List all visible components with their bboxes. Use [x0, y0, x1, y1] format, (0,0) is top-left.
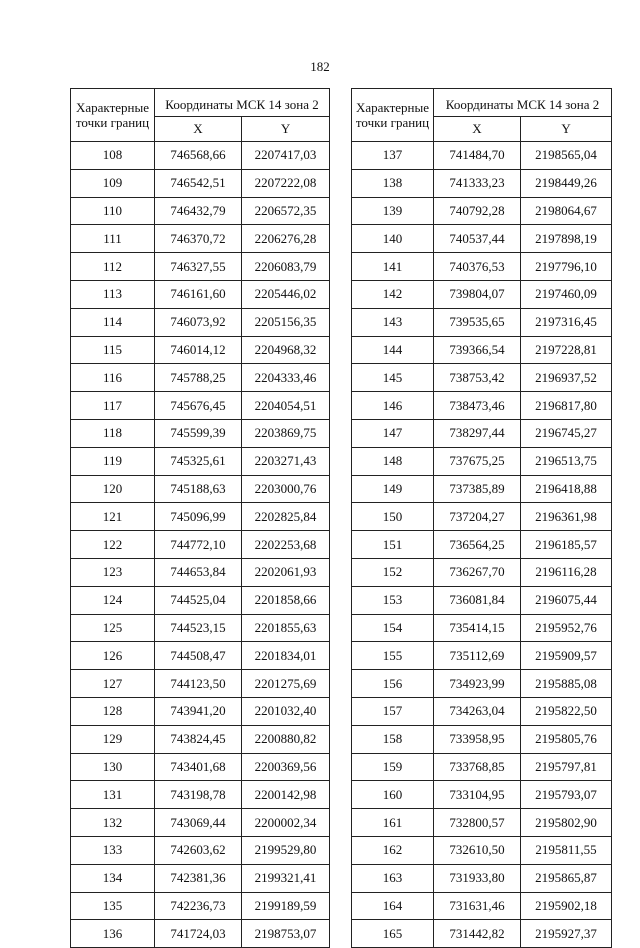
x-coordinate-cell: 733958,95	[434, 725, 521, 753]
point-number-cell: 157	[352, 697, 434, 725]
table-row	[352, 392, 612, 420]
y-coordinate-cell: 2202253,68	[242, 531, 330, 559]
table-row	[71, 336, 330, 364]
y-coordinate-cell: 2198449,26	[521, 169, 612, 197]
y-coordinate-cell: 2197228,81	[521, 336, 612, 364]
y-coordinate-cell: 2196075,44	[521, 586, 612, 614]
point-number-cell: 144	[352, 336, 434, 364]
page-number: 182	[310, 59, 330, 74]
y-coordinate-cell: 2197460,09	[521, 280, 612, 308]
x-coordinate-cell: 731933,80	[434, 864, 521, 892]
points-header: Характерные точки границ	[352, 89, 434, 142]
y-coordinate-cell: 2204333,46	[242, 364, 330, 392]
table-row	[352, 809, 612, 837]
x-coordinate-cell: 742603,62	[155, 836, 242, 864]
y-coordinate-cell: 2204968,32	[242, 336, 330, 364]
x-coordinate-cell: 746327,55	[155, 253, 242, 281]
point-number-cell: 161	[352, 809, 434, 837]
x-coordinate-cell: 744523,15	[155, 614, 242, 642]
x-coordinate-cell: 745599,39	[155, 419, 242, 447]
y-coordinate-cell: 2198064,67	[521, 197, 612, 225]
y-coordinate-cell: 2196817,80	[521, 392, 612, 420]
y-coordinate-cell: 2196116,28	[521, 558, 612, 586]
x-coordinate-cell: 731442,82	[434, 920, 521, 948]
x-coordinate-cell: 735112,69	[434, 642, 521, 670]
point-number-cell: 149	[352, 475, 434, 503]
x-coordinate-cell: 744123,50	[155, 670, 242, 698]
point-number-cell: 119	[71, 447, 155, 475]
table-row	[71, 142, 330, 170]
x-coordinate-cell: 746161,60	[155, 280, 242, 308]
table-row	[71, 753, 330, 781]
x-coordinate-cell: 738297,44	[434, 419, 521, 447]
y-coordinate-cell: 2195797,81	[521, 753, 612, 781]
table-row	[352, 670, 612, 698]
point-number-cell: 127	[71, 670, 155, 698]
y-coordinate-cell: 2196185,57	[521, 531, 612, 559]
x-header: X	[434, 117, 521, 142]
coords-header: Координаты МСК 14 зона 2	[155, 89, 330, 117]
point-number-cell: 143	[352, 308, 434, 336]
x-coordinate-cell: 745096,99	[155, 503, 242, 531]
point-number-cell: 165	[352, 920, 434, 948]
point-number-cell: 150	[352, 503, 434, 531]
table-row	[71, 558, 330, 586]
table-row	[71, 725, 330, 753]
y-coordinate-cell: 2199189,59	[242, 892, 330, 920]
point-number-cell: 108	[71, 142, 155, 170]
x-coordinate-cell: 741484,70	[434, 142, 521, 170]
table-row	[71, 503, 330, 531]
table-row	[71, 614, 330, 642]
y-coordinate-cell: 2203000,76	[242, 475, 330, 503]
point-number-cell: 156	[352, 670, 434, 698]
point-number-cell: 133	[71, 836, 155, 864]
point-number-cell: 122	[71, 531, 155, 559]
point-number-cell: 115	[71, 336, 155, 364]
table-row	[352, 280, 612, 308]
table-row	[352, 225, 612, 253]
x-coordinate-cell: 745325,61	[155, 447, 242, 475]
y-coordinate-cell: 2196745,27	[521, 419, 612, 447]
coordinates-table-left	[70, 88, 330, 948]
table-row	[352, 836, 612, 864]
point-number-cell: 164	[352, 892, 434, 920]
x-coordinate-cell: 733104,95	[434, 781, 521, 809]
x-coordinate-cell: 741333,23	[434, 169, 521, 197]
y-coordinate-cell: 2196361,98	[521, 503, 612, 531]
x-coordinate-cell: 734923,99	[434, 670, 521, 698]
x-coordinate-cell: 744508,47	[155, 642, 242, 670]
table-row	[71, 475, 330, 503]
x-coordinate-cell: 739804,07	[434, 280, 521, 308]
point-number-cell: 129	[71, 725, 155, 753]
x-coordinate-cell: 745788,25	[155, 364, 242, 392]
x-coordinate-cell: 742381,36	[155, 864, 242, 892]
point-number-cell: 136	[71, 920, 155, 948]
point-number-cell: 163	[352, 864, 434, 892]
table-row	[352, 614, 612, 642]
table-row	[352, 253, 612, 281]
point-number-cell: 139	[352, 197, 434, 225]
point-number-cell: 142	[352, 280, 434, 308]
table-row	[71, 169, 330, 197]
y-coordinate-cell: 2202825,84	[242, 503, 330, 531]
y-coordinate-cell: 2205156,35	[242, 308, 330, 336]
table-row	[352, 308, 612, 336]
x-coordinate-cell: 746568,66	[155, 142, 242, 170]
point-number-cell: 125	[71, 614, 155, 642]
table-row	[352, 142, 612, 170]
table-row	[352, 336, 612, 364]
x-coordinate-cell: 739366,54	[434, 336, 521, 364]
y-coordinate-cell: 2200369,56	[242, 753, 330, 781]
table-row	[71, 697, 330, 725]
table-row	[352, 364, 612, 392]
y-coordinate-cell: 2206083,79	[242, 253, 330, 281]
point-number-cell: 116	[71, 364, 155, 392]
point-number-cell: 134	[71, 864, 155, 892]
point-number-cell: 138	[352, 169, 434, 197]
x-coordinate-cell: 744525,04	[155, 586, 242, 614]
point-number-cell: 117	[71, 392, 155, 420]
table-row	[352, 197, 612, 225]
point-number-cell: 112	[71, 253, 155, 281]
y-coordinate-cell: 2201858,66	[242, 586, 330, 614]
x-coordinate-cell: 743401,68	[155, 753, 242, 781]
point-number-cell: 132	[71, 809, 155, 837]
y-coordinate-cell: 2198753,07	[242, 920, 330, 948]
y-coordinate-cell: 2200002,34	[242, 809, 330, 837]
point-number-cell: 151	[352, 531, 434, 559]
point-number-cell: 109	[71, 169, 155, 197]
x-coordinate-cell: 745676,45	[155, 392, 242, 420]
x-coordinate-cell: 736564,25	[434, 531, 521, 559]
point-number-cell: 158	[352, 725, 434, 753]
x-header: X	[155, 117, 242, 142]
y-coordinate-cell: 2200142,98	[242, 781, 330, 809]
y-coordinate-cell: 2203271,43	[242, 447, 330, 475]
x-coordinate-cell: 743069,44	[155, 809, 242, 837]
y-coordinate-cell: 2201855,63	[242, 614, 330, 642]
y-coordinate-cell: 2196513,75	[521, 447, 612, 475]
point-number-cell: 111	[71, 225, 155, 253]
point-number-cell: 159	[352, 753, 434, 781]
y-header: Y	[521, 117, 612, 142]
point-number-cell: 110	[71, 197, 155, 225]
table-row	[71, 781, 330, 809]
x-coordinate-cell: 741724,03	[155, 920, 242, 948]
y-header: Y	[242, 117, 330, 142]
table-row	[352, 642, 612, 670]
y-coordinate-cell: 2200880,82	[242, 725, 330, 753]
point-number-cell: 153	[352, 586, 434, 614]
point-number-cell: 135	[71, 892, 155, 920]
x-coordinate-cell: 734263,04	[434, 697, 521, 725]
y-coordinate-cell: 2197898,19	[521, 225, 612, 253]
y-coordinate-cell: 2195902,18	[521, 892, 612, 920]
y-coordinate-cell: 2195793,07	[521, 781, 612, 809]
table-row	[352, 892, 612, 920]
table-row	[71, 419, 330, 447]
point-number-cell: 123	[71, 558, 155, 586]
y-coordinate-cell: 2206276,28	[242, 225, 330, 253]
table-row	[352, 586, 612, 614]
point-number-cell: 126	[71, 642, 155, 670]
y-coordinate-cell: 2205446,02	[242, 280, 330, 308]
y-coordinate-cell: 2195805,76	[521, 725, 612, 753]
y-coordinate-cell: 2196937,52	[521, 364, 612, 392]
table-row	[352, 447, 612, 475]
table-row	[71, 308, 330, 336]
x-coordinate-cell: 744653,84	[155, 558, 242, 586]
y-coordinate-cell: 2195909,57	[521, 642, 612, 670]
table-row	[352, 864, 612, 892]
x-coordinate-cell: 737204,27	[434, 503, 521, 531]
x-coordinate-cell: 743198,78	[155, 781, 242, 809]
table-row	[71, 392, 330, 420]
point-number-cell: 128	[71, 697, 155, 725]
point-number-cell: 160	[352, 781, 434, 809]
table-row	[352, 558, 612, 586]
table-row	[352, 531, 612, 559]
table-row	[352, 169, 612, 197]
left-table-body	[71, 142, 330, 948]
table-row	[71, 197, 330, 225]
x-coordinate-cell: 740537,44	[434, 225, 521, 253]
right-table-body	[352, 142, 612, 948]
table-row	[71, 364, 330, 392]
x-coordinate-cell: 740792,28	[434, 197, 521, 225]
x-coordinate-cell: 740376,53	[434, 253, 521, 281]
point-number-cell: 154	[352, 614, 434, 642]
table-row	[352, 475, 612, 503]
coords-header: Координаты МСК 14 зона 2	[434, 89, 612, 117]
point-number-cell: 130	[71, 753, 155, 781]
points-header: Характерные точки границ	[71, 89, 155, 142]
point-number-cell: 114	[71, 308, 155, 336]
y-coordinate-cell: 2203869,75	[242, 419, 330, 447]
table-row	[352, 419, 612, 447]
point-number-cell: 141	[352, 253, 434, 281]
x-coordinate-cell: 746542,51	[155, 169, 242, 197]
y-coordinate-cell: 2195952,76	[521, 614, 612, 642]
y-coordinate-cell: 2206572,35	[242, 197, 330, 225]
x-coordinate-cell: 744772,10	[155, 531, 242, 559]
table-row	[352, 503, 612, 531]
x-coordinate-cell: 743824,45	[155, 725, 242, 753]
point-number-cell: 140	[352, 225, 434, 253]
point-number-cell: 124	[71, 586, 155, 614]
table-row	[352, 725, 612, 753]
x-coordinate-cell: 745188,63	[155, 475, 242, 503]
y-coordinate-cell: 2199529,80	[242, 836, 330, 864]
x-coordinate-cell: 738473,46	[434, 392, 521, 420]
point-number-cell: 152	[352, 558, 434, 586]
point-number-cell: 131	[71, 781, 155, 809]
x-coordinate-cell: 737675,25	[434, 447, 521, 475]
y-coordinate-cell: 2201032,40	[242, 697, 330, 725]
x-coordinate-cell: 736267,70	[434, 558, 521, 586]
table-row	[71, 892, 330, 920]
table-row	[71, 280, 330, 308]
x-coordinate-cell: 735414,15	[434, 614, 521, 642]
y-coordinate-cell: 2195802,90	[521, 809, 612, 837]
table-row	[71, 531, 330, 559]
point-number-cell: 137	[352, 142, 434, 170]
y-coordinate-cell: 2204054,51	[242, 392, 330, 420]
table-row	[352, 781, 612, 809]
table-row	[71, 642, 330, 670]
x-coordinate-cell: 746370,72	[155, 225, 242, 253]
table-row	[71, 586, 330, 614]
x-coordinate-cell: 746073,92	[155, 308, 242, 336]
y-coordinate-cell: 2195927,37	[521, 920, 612, 948]
point-number-cell: 146	[352, 392, 434, 420]
x-coordinate-cell: 746014,12	[155, 336, 242, 364]
x-coordinate-cell: 733768,85	[434, 753, 521, 781]
x-coordinate-cell: 736081,84	[434, 586, 521, 614]
y-coordinate-cell: 2207222,08	[242, 169, 330, 197]
y-coordinate-cell: 2198565,04	[521, 142, 612, 170]
table-row	[71, 253, 330, 281]
x-coordinate-cell: 742236,73	[155, 892, 242, 920]
x-coordinate-cell: 732610,50	[434, 836, 521, 864]
y-coordinate-cell: 2196418,88	[521, 475, 612, 503]
point-number-cell: 147	[352, 419, 434, 447]
y-coordinate-cell: 2195811,55	[521, 836, 612, 864]
coordinates-table-right	[351, 88, 612, 948]
x-coordinate-cell: 738753,42	[434, 364, 521, 392]
x-coordinate-cell: 731631,46	[434, 892, 521, 920]
point-number-cell: 145	[352, 364, 434, 392]
y-coordinate-cell: 2201275,69	[242, 670, 330, 698]
table-row	[71, 864, 330, 892]
table-row	[352, 697, 612, 725]
x-coordinate-cell: 732800,57	[434, 809, 521, 837]
y-coordinate-cell: 2195865,87	[521, 864, 612, 892]
x-coordinate-cell: 746432,79	[155, 197, 242, 225]
table-row	[352, 753, 612, 781]
y-coordinate-cell: 2202061,93	[242, 558, 330, 586]
y-coordinate-cell: 2197796,10	[521, 253, 612, 281]
table-row	[71, 809, 330, 837]
point-number-cell: 162	[352, 836, 434, 864]
y-coordinate-cell: 2197316,45	[521, 308, 612, 336]
table-row	[71, 447, 330, 475]
y-coordinate-cell: 2195822,50	[521, 697, 612, 725]
y-coordinate-cell: 2195885,08	[521, 670, 612, 698]
point-number-cell: 118	[71, 419, 155, 447]
y-coordinate-cell: 2199321,41	[242, 864, 330, 892]
x-coordinate-cell: 737385,89	[434, 475, 521, 503]
point-number-cell: 113	[71, 280, 155, 308]
y-coordinate-cell: 2201834,01	[242, 642, 330, 670]
table-row	[71, 836, 330, 864]
point-number-cell: 120	[71, 475, 155, 503]
x-coordinate-cell: 739535,65	[434, 308, 521, 336]
point-number-cell: 155	[352, 642, 434, 670]
point-number-cell: 121	[71, 503, 155, 531]
point-number-cell: 148	[352, 447, 434, 475]
x-coordinate-cell: 743941,20	[155, 697, 242, 725]
table-row	[71, 225, 330, 253]
table-row	[71, 670, 330, 698]
y-coordinate-cell: 2207417,03	[242, 142, 330, 170]
